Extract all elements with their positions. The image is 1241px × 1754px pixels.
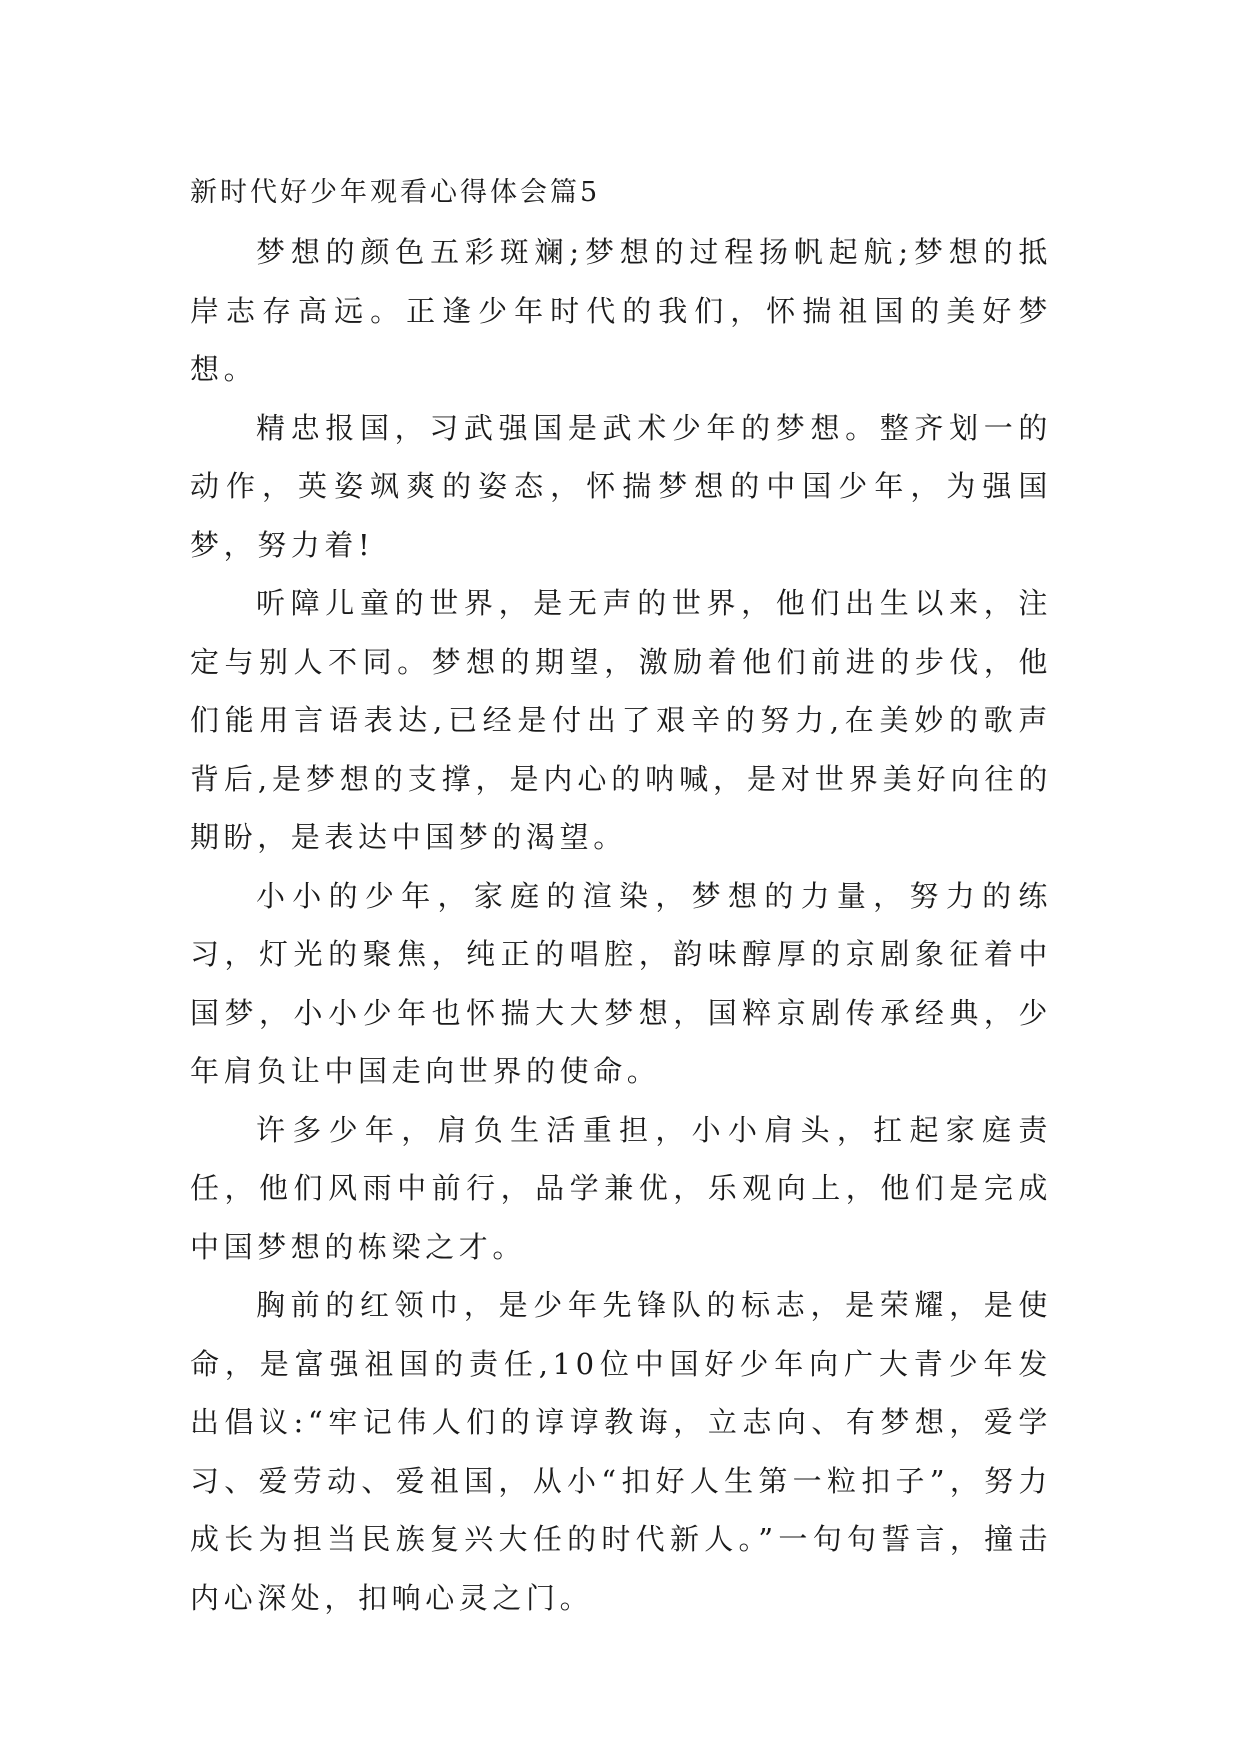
document-title: 新时代好少年观看心得体会篇5 [190, 177, 601, 208]
paragraph-2: 精忠报国，习武强国是武术少年的梦想。整齐划一的动作，英姿飒爽的姿态，怀揣梦想的中国少年，为强国梦，努力着! [190, 410, 1052, 562]
paragraph-1: 梦想的颜色五彩斑斓;梦想的过程扬帆起航;梦想的抵岸志存高远。正逢少年时代的我们，怀揣祖国的美好梦想。 [190, 235, 1052, 386]
paragraph-5: 许多少年，肩负生活重担，小小肩头，扛起家庭责任，他们风雨中前行，品学兼优，乐观向上，他们是完成中国梦想的栋梁之才。 [190, 1112, 1052, 1264]
paragraph-6: 胸前的红领巾，是少年先锋队的标志，是荣耀，是使命，是富强祖国的责任,10位中国好少年向广大青少年发出倡议:“牢记伟人们的谆谆教诲，立志向、有梦想，爱学习、爱劳动、爱祖国，从小“扣好人生第一粒扣子”，努力成长为担当民族复兴大任的时代新人。”一句句誓言，撞击内心深处，扣响心灵之门。 [190, 1288, 1052, 1615]
paragraph-4: 小小的少年，家庭的渲染，梦想的力量，努力的练习，灯光的聚焦，纯正的唱腔，韵味醇厚的京剧象征着中国梦，小小少年也怀揣大大梦想，国粹京剧传承经典，少年肩负让中国走向世界的使命。 [190, 878, 1052, 1088]
document-body [190, 163, 1052, 1627]
paragraph-3: 听障儿童的世界，是无声的世界，他们出生以来，注定与别人不同。梦想的期望，激励着他们前进的步伐，他们能用言语表达,已经是付出了艰辛的努力,在美妙的歌声背后,是梦想的支撑，是内心的呐喊，是对世界美好向往的期盼，是表达中国梦的渴望。 [190, 586, 1052, 854]
